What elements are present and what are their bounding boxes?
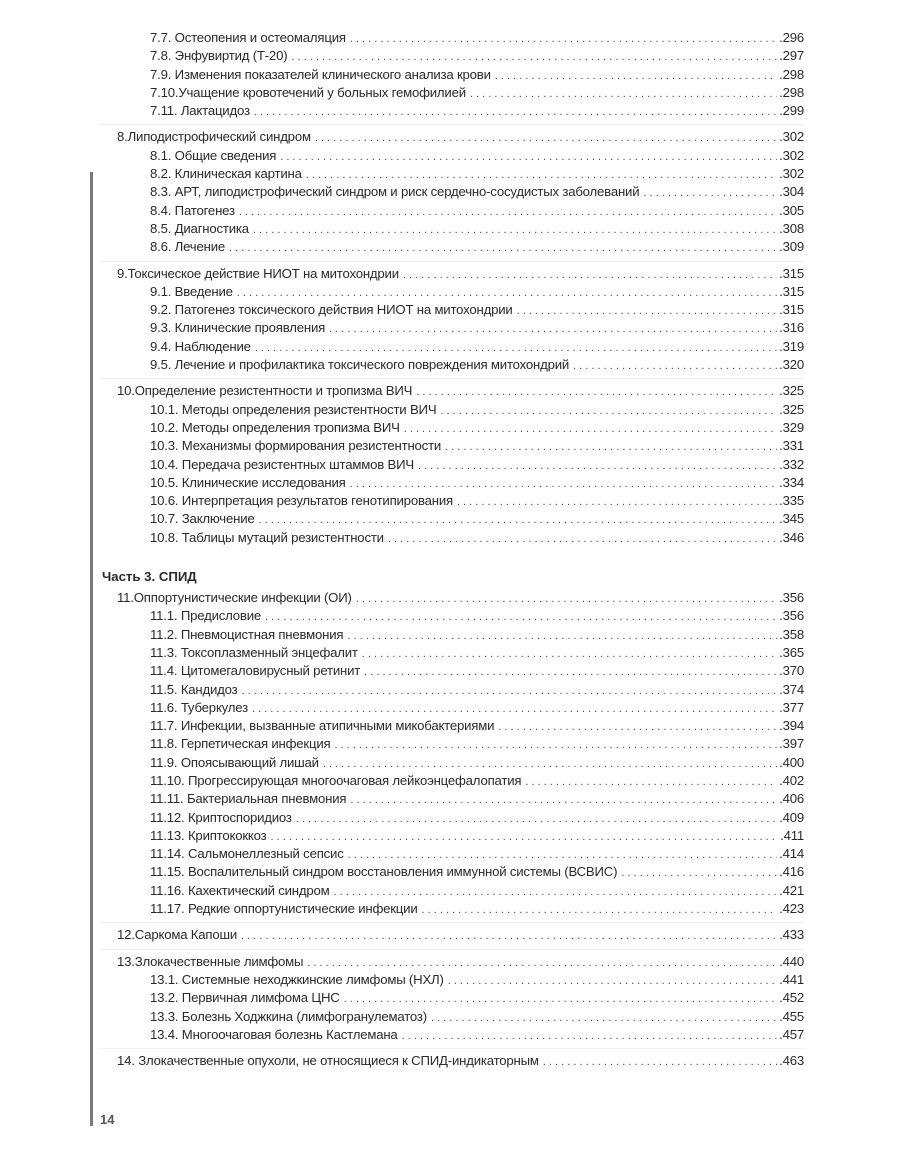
toc-entry-title: 8.4. Патогенез <box>150 202 235 218</box>
dot-leader <box>543 1053 777 1071</box>
toc-entry-page: .356 <box>779 608 804 624</box>
dot-leader <box>229 239 777 257</box>
toc-entry-title: 7.8. Энфувиртид (Т-20) <box>150 48 288 64</box>
toc-chapter-group <box>100 1052 804 1074</box>
toc-entry-page: .304 <box>779 184 804 200</box>
toc-chapter-row[interactable] <box>100 1052 804 1070</box>
toc-chapter-group <box>100 265 804 380</box>
toc-entry-page: .305 <box>779 202 804 218</box>
toc-entry-title: 8.2. Клиническая картина <box>150 166 302 182</box>
toc-entry-title: 8.3. АРТ, липодистрофический синдром и риск сердечно-сосудистых заболеваний <box>150 184 640 200</box>
dot-leader <box>445 438 777 456</box>
toc-subsection-row[interactable] <box>100 790 804 808</box>
toc-entry-title: 11.1. Предисловие <box>150 608 262 624</box>
toc-entry-title: 8.1. Общие сведения <box>150 147 277 163</box>
toc-subsection-row[interactable] <box>100 772 804 790</box>
dot-leader <box>291 48 777 66</box>
toc-entry-page: .394 <box>779 718 804 734</box>
toc-subsection-row[interactable] <box>100 84 804 102</box>
dot-leader <box>334 883 778 901</box>
toc-entry-title: 10.5. Клинические исследования <box>150 474 346 490</box>
toc-subsection-row[interactable] <box>100 529 804 547</box>
toc-entry-page: .319 <box>779 338 804 354</box>
toc-entry-page: .320 <box>779 357 804 373</box>
toc-entry-title: 11.2. Пневмоцистная пневмония <box>150 626 344 642</box>
dot-leader <box>252 700 777 718</box>
dot-leader <box>270 828 778 846</box>
toc-chapter-row[interactable] <box>100 265 804 283</box>
toc-entry-title: 11.11. Бактериальная пневмония <box>150 791 347 807</box>
dot-leader <box>448 972 777 990</box>
dot-leader <box>242 682 778 700</box>
toc-entry-page: .365 <box>779 644 804 660</box>
toc-entry-page: .358 <box>779 626 804 642</box>
toc-chapter-group <box>100 953 804 1049</box>
toc-entry-page: .302 <box>779 129 804 145</box>
page-number: 14 <box>100 1112 115 1127</box>
toc-subsection-row[interactable] <box>100 283 804 301</box>
toc-entry-page: .302 <box>779 166 804 182</box>
toc-subsection-row[interactable] <box>100 754 804 772</box>
dot-leader <box>495 67 777 85</box>
toc-entry-page: .400 <box>779 754 804 770</box>
toc-chapter-group <box>100 128 804 261</box>
toc-subsection-row[interactable] <box>100 102 804 120</box>
toc-subsection-row[interactable] <box>100 681 804 699</box>
toc-entry-page: .409 <box>779 809 804 825</box>
toc-entry-page: .297 <box>779 48 804 64</box>
dot-leader <box>416 383 777 401</box>
toc-subsection-row[interactable] <box>100 29 804 47</box>
dot-leader <box>418 457 777 475</box>
toc-entry-page: .299 <box>779 103 804 119</box>
toc-entry-title: 11.9. Опоясывающий лишай <box>150 754 319 770</box>
toc-entry-page: .298 <box>779 84 804 100</box>
toc-entry-page: .329 <box>779 419 804 435</box>
toc-subsection-row[interactable] <box>100 845 804 863</box>
page-edge-bar <box>90 172 93 1126</box>
toc-subsection-row[interactable] <box>100 47 804 65</box>
dot-leader <box>315 129 777 147</box>
toc-entry-page: .374 <box>779 681 804 697</box>
toc-entry-title: 10.7. Заключение <box>150 511 255 527</box>
dot-leader <box>402 1027 778 1045</box>
dot-leader <box>241 927 777 945</box>
toc-entry-title: 11.6. Туберкулез <box>150 699 248 715</box>
toc-entry-title: 10.Определение резистентности и тропизма ВИЧ <box>117 383 413 399</box>
toc-subsection-row[interactable] <box>100 220 804 238</box>
toc-subsection-row[interactable] <box>100 401 804 419</box>
toc-subsection-row[interactable] <box>100 474 804 492</box>
toc-subsection-row[interactable] <box>100 356 804 374</box>
toc-entry-page: .315 <box>779 265 804 281</box>
dot-leader <box>265 608 777 626</box>
toc-subsection-row[interactable] <box>100 147 804 165</box>
dot-leader <box>307 954 777 972</box>
toc-entry-title: 10.2. Методы определения тропизма ВИЧ <box>150 419 400 435</box>
toc-subsection-row[interactable] <box>100 662 804 680</box>
toc-subsection-row[interactable] <box>100 492 804 510</box>
toc-entry-page: .402 <box>779 772 804 788</box>
toc-entry-title: 9.5. Лечение и профилактика токсического повреждения митохондрий <box>150 357 570 373</box>
toc-entry-title: 9.4. Наблюдение <box>150 338 251 354</box>
toc-entry-page: .316 <box>779 320 804 336</box>
toc-entry-page: .315 <box>779 302 804 318</box>
dot-leader <box>525 773 777 791</box>
toc-entry-page: .421 <box>779 882 804 898</box>
dot-leader <box>254 103 777 121</box>
toc-subsection-row[interactable] <box>100 863 804 881</box>
toc-entry-title: 14. Злокачественные опухоли, не относящиеся к СПИД-индикаторным <box>117 1053 539 1069</box>
toc-entry-title: 11.7. Инфекции, вызванные атипичными микобактериями <box>150 718 495 734</box>
toc-subsection-row[interactable] <box>100 971 804 989</box>
toc-section-part-2 <box>100 29 804 551</box>
toc-entry-page: .356 <box>779 590 804 606</box>
toc-entry-page: .296 <box>779 30 804 45</box>
toc-subsection-row[interactable] <box>100 626 804 644</box>
toc-entry-page: .455 <box>779 1008 804 1024</box>
dot-leader <box>350 30 777 48</box>
toc-entry-title: 13.3. Болезнь Ходжкина (лимфогранулематоз) <box>150 1008 427 1024</box>
toc-entry-page: .315 <box>779 283 804 299</box>
toc-entry-page: .302 <box>779 147 804 163</box>
toc-entry-title: 11.3. Токсоплазменный энцефалит <box>150 644 358 660</box>
dot-leader <box>259 511 778 529</box>
dot-leader <box>350 475 778 493</box>
toc-subsection-row[interactable] <box>100 319 804 337</box>
toc-entry-page: .370 <box>779 663 804 679</box>
toc-chapter-row[interactable] <box>100 128 804 146</box>
toc-entry-title: 11.4. Цитомегаловирусный ретинит <box>150 663 361 679</box>
toc-entry-page: .414 <box>779 846 804 862</box>
toc-subsection-row[interactable] <box>100 1026 804 1044</box>
toc-chapter-group <box>100 589 804 923</box>
dot-leader <box>356 590 777 608</box>
toc-subsection-row[interactable] <box>100 456 804 474</box>
toc-entry-title: 8.Липодистрофический синдром <box>117 129 311 145</box>
toc-entry-title: 8.6. Лечение <box>150 239 225 255</box>
toc-entry-title: 7.7. Остеопения и остеомаляция <box>150 30 346 45</box>
toc-entry-title: 7.10.Учащение кровотечений у больных гемофилией <box>150 84 466 100</box>
toc-subsection-row[interactable] <box>100 437 804 455</box>
toc-entry-page: .433 <box>779 927 804 943</box>
toc-chapter-row[interactable] <box>100 926 804 944</box>
dot-leader <box>643 184 777 202</box>
dot-leader <box>255 339 777 357</box>
toc-chapter-group <box>100 29 804 125</box>
toc-subsection-row[interactable] <box>100 882 804 900</box>
toc-entry-page: .416 <box>779 864 804 880</box>
toc-subsection-row[interactable] <box>100 66 804 84</box>
toc-entry-title: 11.5. Кандидоз <box>150 681 238 697</box>
toc-entry-title: 10.3. Механизмы формирования резистентности <box>150 438 442 454</box>
toc-entry-page: .345 <box>779 511 804 527</box>
toc-chapter-row[interactable] <box>100 589 804 607</box>
toc-subsection-row[interactable] <box>100 735 804 753</box>
toc-subsection-row[interactable] <box>100 238 804 256</box>
toc-chapter-row[interactable] <box>100 382 804 400</box>
toc-entry-page: .377 <box>779 699 804 715</box>
toc-entry-title: 13.Злокачественные лимфомы <box>117 953 304 969</box>
toc-entry-title: 13.4. Многоочаговая болезнь Кастлемана <box>150 1026 398 1042</box>
dot-leader <box>306 166 777 184</box>
toc-entry-page: .298 <box>779 66 804 82</box>
dot-leader <box>239 203 777 221</box>
toc-entry-page: .335 <box>779 493 804 509</box>
toc-entry-page: .406 <box>779 791 804 807</box>
toc-entry-title: 11.13. Криптококкоз <box>150 827 267 843</box>
dot-leader <box>403 266 777 284</box>
dot-leader <box>334 736 777 754</box>
toc-entry-title: 11.10. Прогрессирующая многоочаговая лейкоэнцефалопатия <box>150 772 522 788</box>
toc-entry-title: 11.12. Криптоспоридиоз <box>150 809 292 825</box>
toc-entry-title: 13.1. Системные неходжкинские лимфомы (НХЛ) <box>150 971 444 987</box>
toc-entry-title: 11.16. Кахектический синдром <box>150 882 330 898</box>
dot-leader <box>348 846 778 864</box>
toc-entry-title: 10.6. Интерпретация результатов генотипирования <box>150 493 453 509</box>
toc-subsection-row[interactable] <box>100 165 804 183</box>
toc-entry-title: 10.4. Передача резистентных штаммов ВИЧ <box>150 456 414 472</box>
toc-subsection-row[interactable] <box>100 699 804 717</box>
toc-subsection-row[interactable] <box>100 989 804 1007</box>
toc-entry-page: .346 <box>779 529 804 545</box>
dot-leader <box>388 530 777 548</box>
toc-subsection-row[interactable] <box>100 419 804 437</box>
dot-leader <box>350 791 777 809</box>
toc-entry-title: 8.5. Диагностика <box>150 220 249 236</box>
toc-entry-page: .457 <box>779 1026 804 1042</box>
toc-subsection-row[interactable] <box>100 1008 804 1026</box>
toc-entry-title: 12.Саркома Капоши <box>117 927 238 943</box>
toc-subsection-row[interactable] <box>100 809 804 827</box>
dot-leader <box>344 990 778 1008</box>
dot-leader <box>498 718 777 736</box>
dot-leader <box>296 810 777 828</box>
toc-subsection-row[interactable] <box>100 183 804 201</box>
dot-leader <box>253 221 777 239</box>
toc-subsection-row[interactable] <box>100 338 804 356</box>
toc-entry-title: 11.14. Сальмонеллезный сепсис <box>150 846 344 862</box>
toc-subsection-row[interactable] <box>100 644 804 662</box>
toc-entry-title: 11.8. Герпетическая инфекция <box>150 736 331 752</box>
dot-leader <box>422 901 778 919</box>
toc-entry-title: 7.11. Лактацидоз <box>150 103 250 119</box>
toc-entry-page: .325 <box>779 401 804 417</box>
toc-entry-page: .411 <box>780 827 804 843</box>
toc-subsection-row[interactable] <box>100 510 804 528</box>
toc-entry-page: .309 <box>779 239 804 255</box>
dot-leader <box>517 302 778 320</box>
dot-leader <box>280 148 777 166</box>
dot-leader <box>404 420 777 438</box>
toc-section-part-3 <box>100 589 804 1074</box>
dot-leader <box>237 284 777 302</box>
dot-leader <box>470 85 777 103</box>
toc-subsection-row[interactable] <box>100 827 804 845</box>
toc-chapter-row[interactable] <box>100 953 804 971</box>
dot-leader <box>362 645 777 663</box>
toc-subsection-row[interactable] <box>100 607 804 625</box>
toc-entry-title: 9.2. Патогенез токсического действия НИОТ на митохондрии <box>150 302 513 318</box>
toc-entry-title: 7.9. Изменения показателей клинического анализа крови <box>150 66 491 82</box>
toc-chapter-group <box>100 926 804 949</box>
toc-subsection-row[interactable] <box>100 900 804 918</box>
dot-leader <box>621 864 777 882</box>
toc-entry-page: .452 <box>779 990 804 1006</box>
toc-entry-title: 11.Оппортунистические инфекции (ОИ) <box>117 590 352 606</box>
dot-leader <box>329 320 777 338</box>
toc-entry-title: 10.1. Методы определения резистентности ВИЧ <box>150 401 437 417</box>
dot-leader <box>364 663 777 681</box>
dot-leader <box>431 1009 777 1027</box>
toc-subsection-row[interactable] <box>100 301 804 319</box>
toc-entry-title: 11.15. Воспалительный синдром восстановления иммунной системы (ВСВИС) <box>150 864 618 880</box>
toc-entry-page: .440 <box>779 953 804 969</box>
toc-entry-title: 10.8. Таблицы мутаций резистентности <box>150 529 384 545</box>
dot-leader <box>347 627 777 645</box>
toc-entry-title: 13.2. Первичная лимфома ЦНС <box>150 990 340 1006</box>
toc-chapter-group <box>100 382 804 551</box>
toc-entry-page: .463 <box>779 1053 804 1069</box>
toc-entry-page: .332 <box>779 456 804 472</box>
toc-entry-title: 9.1. Введение <box>150 283 233 299</box>
dot-leader <box>323 755 777 773</box>
toc-entry-page: .397 <box>779 736 804 752</box>
toc-entry-page: .334 <box>779 474 804 490</box>
toc-entry-title: 9.3. Клинические проявления <box>150 320 326 336</box>
dot-leader <box>573 357 777 375</box>
toc-entry-page: .308 <box>779 220 804 236</box>
toc-entry-page: .325 <box>779 383 804 399</box>
part-heading: Часть 3. СПИД <box>102 569 197 585</box>
toc-entry-page: .441 <box>779 971 804 987</box>
toc-entry-page: .423 <box>779 901 804 917</box>
dot-leader <box>457 493 777 511</box>
dot-leader <box>440 402 777 420</box>
toc-subsection-row[interactable] <box>100 202 804 220</box>
toc-entry-title: 11.17. Редкие оппортунистические инфекции <box>150 901 418 917</box>
toc-entry-page: .331 <box>779 438 804 454</box>
table-of-contents <box>100 29 804 1077</box>
toc-subsection-row[interactable] <box>100 717 804 735</box>
toc-entry-title: 9.Токсическое действие НИОТ на митохондрии <box>117 265 399 281</box>
